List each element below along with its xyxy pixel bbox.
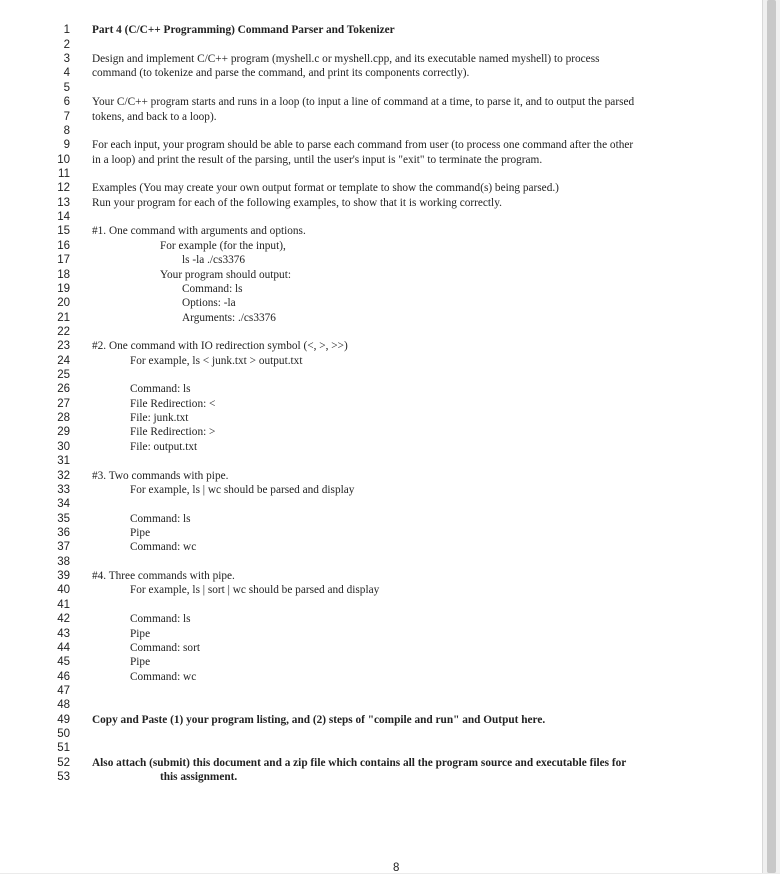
line-number: 42 <box>57 613 70 626</box>
line-number: 4 <box>63 67 70 80</box>
document-line <box>0 411 760 425</box>
line-text: For example, ls < junk.txt > output.txt <box>130 354 303 367</box>
line-text: this assignment. <box>160 771 238 784</box>
line-text: Command: ls <box>182 282 243 295</box>
line-number: 31 <box>57 455 70 468</box>
line-text: in a loop) and print the result of the parsing, until the user's input is "exit" to terminate the program. <box>92 153 543 166</box>
line-number: 16 <box>57 239 70 252</box>
line-number: 13 <box>57 196 70 209</box>
line-text: Pipe <box>130 656 151 669</box>
document-line <box>0 268 760 282</box>
line-text: File Redirection: < <box>130 397 216 410</box>
line-text: For each input, your program should be able to parse each command from user (to process one command after the other <box>92 139 634 152</box>
line-number: 47 <box>57 684 70 697</box>
line-number: 36 <box>57 527 70 539</box>
line-text: Copy and Paste (1) your program listing, and (2) steps of "compile and run" and Output here. <box>92 713 546 726</box>
line-text: Your program should output: <box>160 268 291 281</box>
line-number: 33 <box>57 483 70 496</box>
line-text: Command: sort <box>130 641 200 654</box>
document-line <box>0 23 760 37</box>
document-line <box>0 540 760 554</box>
document-line <box>0 138 760 152</box>
document-line <box>0 756 760 770</box>
line-text: Command: ls <box>130 613 191 626</box>
line-number: 15 <box>57 225 70 238</box>
document-line <box>0 153 760 167</box>
document-line <box>0 339 760 353</box>
line-number: 2 <box>63 38 70 51</box>
line-number: 3 <box>63 53 70 66</box>
line-text: Design and implement C/C++ program (myshell.c or myshell.cpp, and its executable named myshell) to process <box>92 53 600 66</box>
line-text: File: junk.txt <box>130 412 189 425</box>
document-line <box>0 354 760 368</box>
document-line <box>0 641 760 655</box>
line-number: 40 <box>57 584 70 597</box>
line-number: 30 <box>57 440 70 453</box>
document-line <box>0 311 760 325</box>
line-number: 11 <box>58 168 70 180</box>
line-number: 28 <box>57 412 70 425</box>
line-number: 34 <box>57 498 70 511</box>
document-line <box>0 555 760 569</box>
line-text: command (to tokenize and parse the command, and print its components correctly). <box>92 67 470 80</box>
line-number: 24 <box>57 354 70 367</box>
line-number: 8 <box>63 124 70 137</box>
document-line <box>0 81 760 95</box>
line-number: 46 <box>57 670 70 683</box>
line-text: Part 4 (C/C++ Programming) Command Parser and Tokenizer <box>92 24 395 37</box>
line-text: File: output.txt <box>130 440 198 453</box>
line-text: #2. One command with IO redirection symbol (<, >, >>) <box>92 340 348 353</box>
line-number: 26 <box>57 383 70 396</box>
document-line <box>0 124 760 138</box>
line-number: 29 <box>57 426 70 439</box>
line-text: Command: ls <box>130 512 191 525</box>
line-number: 23 <box>57 340 70 353</box>
line-text: Examples (You may create your own output format or template to show the command(s) being parsed.) <box>92 182 559 195</box>
document-line <box>0 713 760 727</box>
document-line <box>0 325 760 339</box>
document-line <box>0 52 760 66</box>
document-line <box>0 296 760 310</box>
line-text: Also attach (submit) this document and a zip file which contains all the program source and executable files for <box>92 756 627 769</box>
document-line <box>0 655 760 669</box>
line-text: Your C/C++ program starts and runs in a loop (to input a line of command at a time, to parse it, and to output the parsed <box>92 96 635 109</box>
document-line <box>0 497 760 511</box>
line-number: 53 <box>57 771 70 784</box>
page-number: 8 <box>393 862 400 874</box>
line-number: 12 <box>57 182 70 195</box>
line-text: #3. Two commands with pipe. <box>92 469 229 482</box>
document-line <box>0 526 760 540</box>
line-number: 45 <box>57 656 70 669</box>
line-text: Command: wc <box>130 541 197 554</box>
line-number: 9 <box>63 139 70 152</box>
document-line <box>0 684 760 698</box>
document-line <box>0 741 760 755</box>
line-number: 14 <box>57 211 70 224</box>
document-line <box>0 569 760 583</box>
document-line <box>0 239 760 253</box>
line-text: Arguments: ./cs3376 <box>182 311 276 324</box>
document-line <box>0 612 760 626</box>
line-text: #4. Three commands with pipe. <box>92 570 235 583</box>
line-number: 39 <box>57 570 70 583</box>
line-text: For example, ls | wc should be parsed and display <box>130 483 355 496</box>
line-number: 32 <box>57 469 70 482</box>
document-line <box>0 110 760 124</box>
document-line <box>0 167 760 181</box>
line-number: 22 <box>57 325 70 338</box>
document-line <box>0 469 760 483</box>
document-line <box>0 698 760 712</box>
vertical-scrollbar[interactable] <box>762 0 780 873</box>
document-line <box>0 66 760 80</box>
line-number: 52 <box>57 756 70 769</box>
line-text: ls -la ./cs3376 <box>182 254 246 267</box>
document-line <box>0 512 760 526</box>
line-number: 20 <box>57 297 70 310</box>
document-line <box>0 598 760 612</box>
line-text: tokens, and back to a loop). <box>92 110 217 123</box>
line-text: For example, ls | sort | wc should be parsed and display <box>130 584 380 597</box>
line-number: 44 <box>57 641 70 654</box>
line-text: Run your program for each of the following examples, to show that it is working correctly. <box>92 196 502 209</box>
line-number: 38 <box>57 555 70 568</box>
line-text: #1. One command with arguments and options. <box>92 225 306 238</box>
line-number: 48 <box>57 699 70 712</box>
line-number: 25 <box>57 369 70 382</box>
document-line <box>0 583 760 597</box>
document-line <box>0 727 760 741</box>
line-text: Pipe <box>130 527 151 539</box>
document-line <box>0 397 760 411</box>
document-line <box>0 440 760 454</box>
line-number: 10 <box>57 153 70 166</box>
line-text: File Redirection: > <box>130 426 216 439</box>
line-number: 7 <box>63 110 70 123</box>
line-number: 6 <box>63 96 70 109</box>
document-line <box>0 224 760 238</box>
line-number: 5 <box>63 81 70 94</box>
document-line <box>0 382 760 396</box>
line-text: Command: wc <box>130 670 197 683</box>
line-text: Options: -la <box>182 297 236 310</box>
line-number: 50 <box>57 728 70 741</box>
document-line <box>0 196 760 210</box>
document-line <box>0 38 760 52</box>
line-number: 17 <box>57 254 70 267</box>
document-line <box>0 454 760 468</box>
document-line <box>0 770 760 784</box>
document-line <box>0 483 760 497</box>
line-text: Command: ls <box>130 383 191 396</box>
line-number: 27 <box>57 397 70 410</box>
document-line <box>0 282 760 296</box>
document-line <box>0 425 760 439</box>
document-line <box>0 627 760 641</box>
line-number: 43 <box>57 627 70 640</box>
line-number: 41 <box>57 598 70 611</box>
scrollbar-thumb[interactable] <box>767 0 776 873</box>
line-number: 37 <box>57 541 70 554</box>
line-number: 21 <box>57 311 70 324</box>
line-number: 1 <box>63 24 70 37</box>
line-number: 49 <box>57 713 70 726</box>
document-line <box>0 181 760 195</box>
line-number: 51 <box>57 742 70 755</box>
document-line <box>0 95 760 109</box>
line-text: Pipe <box>130 627 151 640</box>
line-number: 18 <box>57 268 70 281</box>
document-line <box>0 368 760 382</box>
line-number: 35 <box>57 512 70 525</box>
line-text: For example (for the input), <box>160 239 286 252</box>
line-number: 19 <box>57 282 70 295</box>
document-line <box>0 210 760 224</box>
document-line <box>0 253 760 267</box>
document-line <box>0 670 760 684</box>
